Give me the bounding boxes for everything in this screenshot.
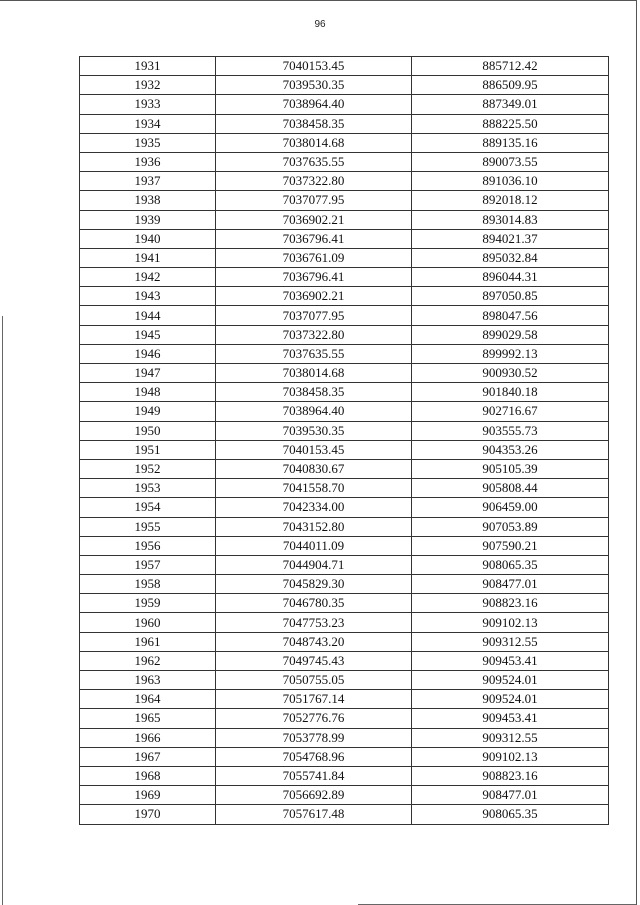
y-value-cell: 887349.01 <box>412 95 609 114</box>
y-value-cell: 903555.73 <box>412 421 609 440</box>
y-value-cell: 909312.55 <box>412 728 609 747</box>
y-value-cell: 899029.58 <box>412 325 609 344</box>
year-cell: 1962 <box>80 651 216 670</box>
table-row <box>80 248 609 267</box>
y-value-cell: 909453.41 <box>412 651 609 670</box>
table-row <box>80 747 609 766</box>
y-value-cell: 909102.13 <box>412 747 609 766</box>
table-row <box>80 344 609 363</box>
y-value-cell: 909524.01 <box>412 690 609 709</box>
x-value-cell: 7056692.89 <box>216 786 412 805</box>
x-value-cell: 7052776.76 <box>216 709 412 728</box>
year-cell: 1933 <box>80 95 216 114</box>
x-value-cell: 7054768.96 <box>216 747 412 766</box>
table-row <box>80 459 609 478</box>
year-cell: 1943 <box>80 287 216 306</box>
y-value-cell: 898047.56 <box>412 306 609 325</box>
year-cell: 1947 <box>80 364 216 383</box>
page-number: 96 <box>314 19 326 30</box>
year-cell: 1963 <box>80 671 216 690</box>
y-value-cell: 907053.89 <box>412 517 609 536</box>
table-row <box>80 709 609 728</box>
x-value-cell: 7036902.21 <box>216 287 412 306</box>
year-cell: 1970 <box>80 805 216 824</box>
page-border-right <box>636 0 637 905</box>
table-row <box>80 575 609 594</box>
table-row <box>80 325 609 344</box>
y-value-cell: 908477.01 <box>412 575 609 594</box>
year-cell: 1965 <box>80 709 216 728</box>
table-row <box>80 555 609 574</box>
table-row <box>80 172 609 191</box>
y-value-cell: 886509.95 <box>412 76 609 95</box>
year-cell: 1940 <box>80 229 216 248</box>
year-cell: 1957 <box>80 555 216 574</box>
x-value-cell: 7037322.80 <box>216 172 412 191</box>
y-value-cell: 900930.52 <box>412 364 609 383</box>
y-value-cell: 902716.67 <box>412 402 609 421</box>
year-cell: 1961 <box>80 632 216 651</box>
table-row <box>80 133 609 152</box>
year-cell: 1936 <box>80 152 216 171</box>
table-row <box>80 479 609 498</box>
year-cell: 1935 <box>80 133 216 152</box>
y-value-cell: 905105.39 <box>412 459 609 478</box>
year-cell: 1950 <box>80 421 216 440</box>
y-value-cell: 904353.26 <box>412 440 609 459</box>
y-value-cell: 892018.12 <box>412 191 609 210</box>
table-row <box>80 536 609 555</box>
y-value-cell: 894021.37 <box>412 229 609 248</box>
x-value-cell: 7049745.43 <box>216 651 412 670</box>
table-row <box>80 671 609 690</box>
table-row <box>80 364 609 383</box>
table-row <box>80 152 609 171</box>
table-row <box>80 651 609 670</box>
x-value-cell: 7037635.55 <box>216 344 412 363</box>
year-cell: 1932 <box>80 76 216 95</box>
x-value-cell: 7038964.40 <box>216 95 412 114</box>
x-value-cell: 7036796.41 <box>216 229 412 248</box>
x-value-cell: 7036761.09 <box>216 248 412 267</box>
year-cell: 1954 <box>80 498 216 517</box>
y-value-cell: 897050.85 <box>412 287 609 306</box>
x-value-cell: 7038458.35 <box>216 383 412 402</box>
x-value-cell: 7040153.45 <box>216 440 412 459</box>
coordinates-table <box>79 56 609 825</box>
table-row <box>80 383 609 402</box>
table-row <box>80 805 609 824</box>
year-cell: 1969 <box>80 786 216 805</box>
year-cell: 1960 <box>80 613 216 632</box>
x-value-cell: 7038964.40 <box>216 402 412 421</box>
table-row <box>80 114 609 133</box>
table-row <box>80 229 609 248</box>
y-value-cell: 895032.84 <box>412 248 609 267</box>
table-row <box>80 76 609 95</box>
y-value-cell: 909312.55 <box>412 632 609 651</box>
year-cell: 1967 <box>80 747 216 766</box>
table-row <box>80 786 609 805</box>
y-value-cell: 908823.16 <box>412 594 609 613</box>
y-value-cell: 885712.42 <box>412 57 609 76</box>
year-cell: 1934 <box>80 114 216 133</box>
x-value-cell: 7039530.35 <box>216 76 412 95</box>
y-value-cell: 896044.31 <box>412 268 609 287</box>
year-cell: 1958 <box>80 575 216 594</box>
x-value-cell: 7055741.84 <box>216 766 412 785</box>
x-value-cell: 7044904.71 <box>216 555 412 574</box>
x-value-cell: 7044011.09 <box>216 536 412 555</box>
table-row <box>80 613 609 632</box>
table-row <box>80 594 609 613</box>
y-value-cell: 908477.01 <box>412 786 609 805</box>
page-border-top <box>0 0 636 1</box>
table-row <box>80 690 609 709</box>
year-cell: 1956 <box>80 536 216 555</box>
table-row <box>80 402 609 421</box>
x-value-cell: 7048743.20 <box>216 632 412 651</box>
x-value-cell: 7041558.70 <box>216 479 412 498</box>
y-value-cell: 908065.35 <box>412 555 609 574</box>
y-value-cell: 907590.21 <box>412 536 609 555</box>
x-value-cell: 7042334.00 <box>216 498 412 517</box>
table-row <box>80 306 609 325</box>
x-value-cell: 7038458.35 <box>216 114 412 133</box>
table-row <box>80 498 609 517</box>
year-cell: 1966 <box>80 728 216 747</box>
x-value-cell: 7046780.35 <box>216 594 412 613</box>
y-value-cell: 888225.50 <box>412 114 609 133</box>
x-value-cell: 7047753.23 <box>216 613 412 632</box>
x-value-cell: 7038014.68 <box>216 364 412 383</box>
y-value-cell: 909102.13 <box>412 613 609 632</box>
table-row <box>80 517 609 536</box>
y-value-cell: 906459.00 <box>412 498 609 517</box>
y-value-cell: 889135.16 <box>412 133 609 152</box>
x-value-cell: 7038014.68 <box>216 133 412 152</box>
year-cell: 1946 <box>80 344 216 363</box>
y-value-cell: 890073.55 <box>412 152 609 171</box>
y-value-cell: 908065.35 <box>412 805 609 824</box>
year-cell: 1955 <box>80 517 216 536</box>
y-value-cell: 909524.01 <box>412 671 609 690</box>
table-row <box>80 287 609 306</box>
table-row <box>80 728 609 747</box>
year-cell: 1945 <box>80 325 216 344</box>
year-cell: 1964 <box>80 690 216 709</box>
x-value-cell: 7053778.99 <box>216 728 412 747</box>
x-value-cell: 7040153.45 <box>216 57 412 76</box>
table-body <box>80 57 609 825</box>
table-row <box>80 191 609 210</box>
x-value-cell: 7051767.14 <box>216 690 412 709</box>
x-value-cell: 7039530.35 <box>216 421 412 440</box>
year-cell: 1942 <box>80 268 216 287</box>
table-row <box>80 57 609 76</box>
x-value-cell: 7050755.05 <box>216 671 412 690</box>
y-value-cell: 893014.83 <box>412 210 609 229</box>
table-row <box>80 268 609 287</box>
x-value-cell: 7036796.41 <box>216 268 412 287</box>
year-cell: 1941 <box>80 248 216 267</box>
y-value-cell: 899992.13 <box>412 344 609 363</box>
x-value-cell: 7037077.95 <box>216 306 412 325</box>
y-value-cell: 905808.44 <box>412 479 609 498</box>
x-value-cell: 7037077.95 <box>216 191 412 210</box>
year-cell: 1939 <box>80 210 216 229</box>
x-value-cell: 7036902.21 <box>216 210 412 229</box>
year-cell: 1949 <box>80 402 216 421</box>
year-cell: 1968 <box>80 766 216 785</box>
x-value-cell: 7057617.48 <box>216 805 412 824</box>
x-value-cell: 7045829.30 <box>216 575 412 594</box>
table-row <box>80 210 609 229</box>
year-cell: 1953 <box>80 479 216 498</box>
y-value-cell: 909453.41 <box>412 709 609 728</box>
page-border-left <box>2 316 3 905</box>
year-cell: 1952 <box>80 459 216 478</box>
x-value-cell: 7037635.55 <box>216 152 412 171</box>
year-cell: 1948 <box>80 383 216 402</box>
x-value-cell: 7040830.67 <box>216 459 412 478</box>
table-row <box>80 95 609 114</box>
table-row <box>80 632 609 651</box>
table-row <box>80 440 609 459</box>
y-value-cell: 908823.16 <box>412 766 609 785</box>
table-row <box>80 421 609 440</box>
year-cell: 1931 <box>80 57 216 76</box>
year-cell: 1944 <box>80 306 216 325</box>
y-value-cell: 891036.10 <box>412 172 609 191</box>
year-cell: 1938 <box>80 191 216 210</box>
year-cell: 1937 <box>80 172 216 191</box>
x-value-cell: 7037322.80 <box>216 325 412 344</box>
year-cell: 1959 <box>80 594 216 613</box>
table-row <box>80 766 609 785</box>
year-cell: 1951 <box>80 440 216 459</box>
y-value-cell: 901840.18 <box>412 383 609 402</box>
x-value-cell: 7043152.80 <box>216 517 412 536</box>
